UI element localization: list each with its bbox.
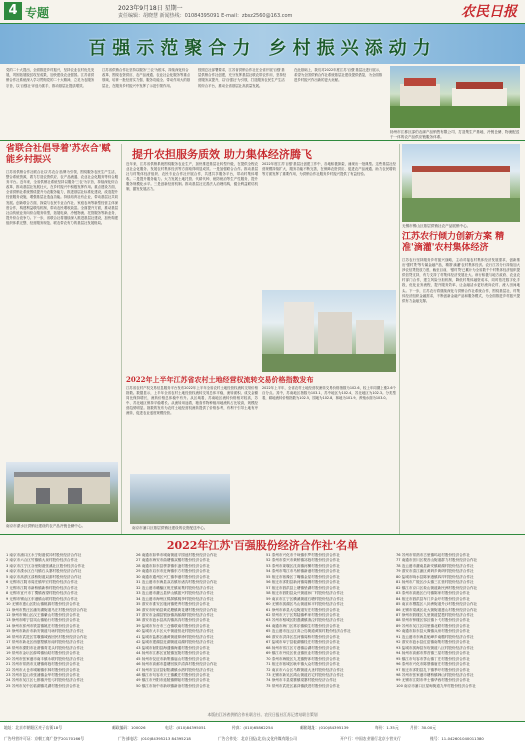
footer-ad-license: 广告经营许可证：京朝工商广登字20170166号: [4, 736, 85, 741]
list-item: 42 盐城市建湖县近湖街道双湖村股份经济合作社: [136, 640, 214, 645]
list-item: 1 南京市浦口区永宁街道侯冲村股份经济合作社: [6, 553, 82, 557]
list-item: 23 苏州市昆山市张浦镇金华村股份经济合作社: [6, 672, 80, 677]
list-item: 91 连云港市东海县驼峰乡南榴村股份经济合作社: [396, 634, 474, 639]
list-item: 12 徐州市铜山区汉王镇紫山村股份经济合作社: [6, 612, 80, 617]
list-item: 87 徐州市鼓楼区九里街道琵琶村股份经济合作社: [396, 612, 474, 617]
list-item: 71 宿迁市宿城区耿车镇大众村股份经济合作社: [266, 662, 340, 667]
list-item: 2 南京市六合区竹镇镇大泉村股份经济合作社: [6, 558, 78, 563]
list-item: 3 南京市江宁区谷里街道张溪社区股份经济合作社: [6, 563, 85, 568]
footer-ad-agency: 广告合作处：北京日报(北京)文化传媒有限公司: [218, 736, 297, 741]
right-photo-illustration: [402, 144, 520, 222]
list-item: 6 无锡市江阴市周庄镇华宏村股份经济合作社: [6, 580, 78, 585]
list-item: 44 扬州市江都区宜陵镇宜陵村股份经济合作社: [136, 651, 210, 656]
list-item: 28 南通市如东县栟茶镇东凌村股份经济合作社: [136, 563, 210, 568]
list-title: 2022年江苏'百强股份经济合作社'名单: [166, 539, 359, 552]
list-item: 80 盐城市响水县陈家港镇四岸村股份经济合作社: [396, 574, 474, 579]
date-line: 2023年9月18日 星期一: [118, 5, 183, 12]
footer-mail: 邮箱地址：(010)84395139: [300, 725, 349, 730]
list-item: 15 徐州市新沂市新安街道马场村股份经济合作社: [6, 629, 84, 634]
list-item: 68 扬州市邗江区方巷镇沿湖村股份经济合作社: [266, 645, 340, 650]
list-footer-note: 本版由江苏省供销合作社联合社、农民日报社江苏记者站联合策划: [207, 712, 318, 717]
list-item: 57 宿迁市泗洪县上塘镇垫湖村股份经济合作社: [266, 585, 340, 590]
footer-bank: 开户行：中国农业银行北京小营支行: [340, 736, 401, 741]
footer-postcode: 邮政编码：100026: [112, 725, 146, 730]
list-item: 89 苏州市吴江区同里镇北联村股份经济合作社: [396, 623, 470, 628]
list-item: 9 无锡市锡山区东港镇山联村股份经济合作社: [6, 596, 78, 601]
list-item: 61 徐州市沛县大屯街道安庄村股份经济合作社: [266, 607, 340, 612]
list-item: 60 无锡市滨湖区马山街道和平村股份经济合作社: [266, 602, 344, 607]
footer-price: 每份：1.35元: [375, 725, 399, 730]
list-item: 37 淮安市金湖县银涂镇高邮湖村股份经济合作社: [136, 612, 214, 617]
list-column-3: [266, 553, 394, 689]
column-divider: [121, 144, 122, 534]
list-item: 70 泰州市海陵区九龙镇野沐村股份经济合作社: [266, 656, 340, 661]
list-item: 59 南京市江宁区横溪街道石塘村股份经济合作社: [266, 596, 344, 601]
list-item: 36 淮安市盱眙县黄花塘镇黄花塘村股份经济合作社: [136, 607, 218, 612]
list-item: 98 苏州市张家港市塘桥镇韩山村股份经济合作社: [396, 672, 474, 677]
list-item: 21 苏州市常熟市支塘镇蒋巷村股份经济合作社: [6, 662, 80, 667]
right-body: 江苏农行坚持服务乡村振兴战略，主动对接农村集体经济发展需求，创新推出'强村贷'等专属金融产品，精准'滴灌'农村集体经济。农行江苏分行持续加大涉农信贷投放力度，截至目前，'强村贷'已累计为全省数千个村集体经济组织提供信贷支持，有力支持了村集体经济发展壮大。该行积极与地方政府、农业农村部门合作，建立风险分担机制，降低村集体融资成本，同时依托数字化手段，优化业务流程，提升服务效率，让金融活水更好流向农村、流入田间地头。下一步，江苏农行将继续深化与供销合作社系统合作，围绕基层社、村集体经济组织金融需求，不断创新金融产品和服务模式，为全面推进乡村振兴提供有力金融支撑。: [402, 258, 520, 303]
lead-photo: [390, 66, 520, 128]
lead-photo-illustration: [390, 66, 520, 128]
left-headline: 省联合社倡导着'苏农合'赋能乡村振兴: [6, 144, 111, 165]
list-item: 65 连云港市连云区高公岛街道黄窝村股份经济合作社: [266, 629, 351, 634]
list-item: 45 扬州市仪征市新集镇庙山村股份经济合作社: [136, 656, 210, 661]
left-photo: [6, 462, 118, 522]
list-item: 35 淮安市淮安区施河镇楚秀村股份经济合作社: [136, 602, 210, 607]
list-item: 17 常州市新北区西夏墅镇东南村股份经济合作社: [6, 640, 84, 645]
lead-column-2: 江苏省供销合作社坚持以服务'三农'为根本，持续深化综合改革，围绕农资供应、农产品流通、农业社会化服务等重点领域，培育一批经营实力强、服务功能全、带动作用大的基层社，在服务乡村振兴中发挥了示范引领作用。: [102, 68, 191, 88]
column-divider: [399, 144, 400, 534]
list-item: 24 苏州市吴江区七都镇开弦弓村股份经济合作社: [6, 678, 84, 683]
list-item: 78 连云港市灌南县新安镇硕湖村股份经济合作社: [396, 563, 474, 568]
list-column-4: [396, 553, 524, 689]
list-item: 48 镇江市句容市天王镇戴庄村股份经济合作社: [136, 672, 210, 677]
left-photo-caption: 南京市溧水区供销社建设的农产品冷链仓储中心。: [6, 524, 86, 528]
list-item: 90 南通市如东县大豫镇兵房村股份经济合作社: [396, 629, 470, 634]
list-item: 84 宿迁市泗洪县车门乡金圩村股份经济合作社: [396, 596, 470, 601]
right-photo: [402, 144, 520, 222]
list-item: 88 常州市钟楼区邹区镇卜弋村股份经济合作社: [396, 618, 470, 623]
middle-body-1: 近年来，江苏省供销系统围绕服务农业生产，加快推进基层社转型升级，在提供全程农业社会化服务、发展农村集体经济等方面取得明显成效。一是加强联合合作。推动基层社与村集体经济组织、农民专业合作社开展合作，共建共享服务平台，带动村集体增收。二是提升服务能力。大力发展土地托管、代耕代种、统防统治等生产性服务，提升服务规模化水平。三是创新经营机制。推动基层社完善法人治理结构，健全利益联结机制，激发发展活力。: [126, 162, 258, 192]
lead-column-4: 在此基础上，我们对2022年度江苏'百强'基层社进行展示，希望为全国供销合作社系统基层社建设提供借鉴，为全面推进乡村振兴作出新的更大贡献。: [294, 68, 383, 83]
left-body: 江苏省供销合作社联合社以'苏农合'品牌为引领，围绕服务农民生产生活，整合系统资源，着力打造农资供应、农产品流通、农业社会化服务等综合服务平台。近年来，全省供销社系统坚持以服务'三农'为宗旨，持续深化综合改革，推动基层社发展壮大，在乡村振兴中积极发挥作用。重点建设方面，全省供销社系统围绕提升为农服务能力，推进基层社标准化建设，改造提升经营服务设施，增强基层社造血功能。持续培育社有企业，带动基层社共同发展。创新联合方面，探索与农民专业合作社、家庭农场等新型经营主体深度合作，构建利益联结机制，带动农民增收致富。全面提升方面，推动基层社由传统业务向综合服务转型，拓展电商、冷链物流、托管服务等新业务，提升综合竞争力。下一步，省联合社将继续深入推进基层社建设，加快构建组织体系完整、经营服务规范、联农带农有力的基层社发展格局。: [6, 170, 118, 225]
list-item: 67 盐城市阜宁县板湖镇桂庄村股份经济合作社: [266, 640, 340, 645]
footer-address: 地址：北京市朝阳区麦子店街18号: [4, 725, 62, 730]
list-item: 47 扬州市宝应县射阳湖镇水泗村股份经济合作社: [136, 667, 214, 672]
list-item: 72 南京市六合区马鞍街道大圣村股份经济合作社: [266, 667, 344, 672]
list-item: 29 南通市启东市近海镇东方村股份经济合作社: [136, 569, 210, 574]
list-item: 93 盐城市滨海县东坎街道八巨村股份经济合作社: [396, 645, 474, 650]
list-item: 54 泰州市靖江市马桥镇新港村股份经济合作社: [266, 569, 340, 574]
list-item: 46 扬州市高邮市菱塘回族乡清真村股份经济合作社: [136, 662, 218, 667]
list-column-2: [136, 553, 264, 689]
list-item: 33 连云港市灌云县伊山镇振兴村股份经济合作社: [136, 591, 214, 596]
lead-column-1: 党的二十大提出，全面推进乡村振兴，坚持农业农村优先发展，巩固拓展脱贫攻坚成果，加快建设农业强国。江苏省供销合作社系统深入学习贯彻党的二十大精神，立足为农服务宗旨，以'百强社'评选为抓手，推动基层社提质增效。: [6, 68, 95, 88]
footer-phone: 电话：(010)84395051: [165, 725, 206, 730]
list-item: 31 连云港市东海县双店镇东诸沟村股份经济合作社: [136, 580, 218, 585]
list-item: 41 盐城市盐都区潘黄街道仰徐村股份经济合作社: [136, 634, 214, 639]
list-item: 10 无锡市惠山区阳山镇桃源村股份经济合作社: [6, 602, 80, 607]
list-item: 50 镇江市扬中市新坝镇新治村股份经济合作社: [136, 683, 210, 688]
footer-ad-phone: 广告部电话：(010)84395213 84395218: [118, 736, 191, 741]
list-item: 13 徐州市睢宁县岚山镇船行村股份经济合作社: [6, 618, 80, 623]
middle-headline: 提升农担服务质效 助力集体经济腾飞: [132, 148, 312, 161]
list-item: 74 徐州市丰县梁寨镇梁寨村股份经济合作社: [266, 678, 337, 683]
list-item: 73 无锡市新吴区鸿山街道后宅村股份经济合作社: [266, 672, 344, 677]
middle-body-4: 2022年上半年，全省农村土地经营权流转交易价格指数为102.6，较上年同期上涨2.6个百分点。其中，苏南地区指数为103.1，苏中地区为102.4，苏北地区为102.3。分类型看，耕地流转价格指数为102.5，园地为102.8，林地为101.9，养殖水面为103.0。: [262, 386, 396, 401]
divider-top: [0, 140, 525, 141]
list-item: 100 南京市浦口区星甸街道九华村股份经济合作社: [396, 683, 476, 688]
list-item: 30 南通市通州区兴仁镇李港村股份经济合作社: [136, 574, 210, 579]
list-item: 38 淮安市涟水县高沟镇高沟村股份经济合作社: [136, 618, 210, 623]
list-item: 25 苏州市吴中区临湖镇灵湖村股份经济合作社: [6, 683, 80, 688]
footer-account: 账号：11-042601040011380: [430, 736, 484, 741]
list-item: 51 泰州市兴化市千垛镇东罗村股份经济合作社: [266, 553, 340, 557]
list-item: 94 扬州市高邮市界首镇三星村股份经济合作社: [396, 651, 470, 656]
list-item: 83 泰州市高港区白马镇陈家村股份经济合作社: [396, 591, 470, 596]
list-item: 19 常州市金坛区薛埠镇仙姑村股份经济合作社: [6, 651, 80, 656]
page-number: 4: [4, 2, 22, 20]
middle-sub-headline: 2022年上半年江苏省农村土地经营权流转交易价格指数发布: [126, 375, 314, 384]
middle-body-3: 江苏省农村产权交易信息服务平台发布2022年上半年全省农村土地经营权流转交易价格指数。数据显示，上半年全省农村土地经营权流转交易总体平稳，流转面积、成交金额同比保持增长，流转价格总体稳中有升。从区域看，苏南地区流转价格相对较高，苏中、苏北地区保持平稳增长。从流转用途看，粮食作物种植用地流转占比较高，规模经营趋势明显。指数的发布为农村土地经营权流转提供了价格参考，有利于引导土地有序流转，促进农业适度规模经营。: [126, 386, 258, 416]
right-photo-caption: 无锡市锡山区基层供销社农产品展销中心。: [402, 224, 471, 228]
list-item: 64 南通市海门区常乐镇颐生村股份经济合作社: [266, 623, 340, 628]
page-header: [0, 0, 525, 24]
list-item: 77 南通市崇川区观音山街道群力村股份经济合作社: [396, 558, 478, 563]
list-item: 34 连云港市海州区锦屏镇桃李村股份经济合作社: [136, 596, 214, 601]
list-item: 22 苏州市太仓市城厢镇东林村股份经济合作社: [6, 667, 80, 672]
list-item: 96 泰州市兴化市陈堡镇唐庄村股份经济合作社: [396, 662, 470, 667]
lead-column-3: 按照总社部署要求，江苏省供销合作社在全省开展'百强'基层供销合作社创建，充分发挥基层社联农带农作用，坚持经营服务双提升，以'百强社'为引领，打造服务农民生产生活的综合平台，推动全省基层社高质量发展。: [198, 68, 287, 88]
page-footer: [0, 721, 525, 749]
list-item: 52 泰州市泰兴市黄桥镇祁巷村股份经济合作社: [266, 558, 340, 563]
list-item: 63 苏州市相城区阳澄湖镇消泾村股份经济合作社: [266, 618, 344, 623]
list-item: 32 连云港市赣榆区班庄镇前集村股份经济合作社: [136, 585, 214, 590]
list-item: 4 南京市溧水区白马镇石头寨村股份经济合作社: [6, 569, 82, 574]
list-item: 26 南通市如皋市城南街道平园池村股份经济合作社: [136, 553, 218, 557]
list-item: 56 宿迁市沭阳县新河镇周圈村股份经济合作社: [266, 580, 340, 585]
list-item: 39 盐城市东台市三仓镇联南村股份经济合作社: [136, 623, 210, 628]
list-item: 75 常州市武进区嘉泽镇跃进村股份经济合作社: [266, 683, 340, 688]
list-item: 27 南通市海安市曲塘镇双楼村股份经济合作社: [136, 558, 210, 563]
list-item: 81 扬州市广陵区沙头镇三江营村股份经济合作社: [396, 580, 474, 585]
list-item: 82 镇江市京口区象山街道新民洲村股份经济合作社: [396, 585, 478, 590]
list-column-1: [6, 553, 134, 689]
list-item: 97 宿迁市沭阳县扎下镇季圩村股份经济合作社: [396, 667, 470, 672]
footer-fax: 传真：(010)65862254: [232, 725, 273, 730]
list-item: 99 无锡市江阴市华士镇华西村股份经济合作社: [396, 678, 470, 683]
middle-photo-illustration: [262, 290, 396, 372]
list-item: 11 徐州市贾汪区潘安湖街道马庄村股份经济合作社: [6, 607, 88, 612]
lead-photo-caption: 扬州市江都区邵伯农副产品销售有限公司，打造集生产基地、冷链仓储、物流配送于一体的农产品供应链服务体系。: [390, 130, 520, 139]
list-item: 53 泰州市姜堰区沈高镇河横村股份经济合作社: [266, 563, 340, 568]
editor-line: 责任编辑：胡晓慧 新闻热线：01084395091 E-mail：zbsz2560@163.com: [118, 13, 293, 19]
list-item: 69 镇江市丹徒区世业镇世业村股份经济合作社: [266, 651, 340, 656]
list-item: 86 无锡市梁溪区北大街街道惠山村股份经济合作社: [396, 607, 478, 612]
list-item: 92 淮安市涟水县红窑镇南集村股份经济合作社: [396, 640, 470, 645]
list-item: 62 常州市天宁区郑陆镇牟家村股份经济合作社: [266, 612, 340, 617]
list-item: 66 淮安市洪泽区岔河镇周桥村股份经济合作社: [266, 634, 340, 639]
section-name: 专题: [25, 6, 50, 20]
list-item: 40 盐城市大丰区大中街道恒北村股份经济合作社: [136, 629, 214, 634]
list-item: 18 常州市溧阳市社渚镇青龙头村股份经济合作社: [6, 645, 84, 650]
middle-photo: [262, 290, 396, 372]
list-item: 8 无锡市宜兴市丁蜀镇西望村股份经济合作社: [6, 591, 78, 596]
list-item: 7 无锡市江阴市新桥镇新桥村股份经济合作社: [6, 585, 78, 590]
middle-body-2: 2022年度江苏'百强'基层社创建工作中，各地积极探索，涌现出一批典型。这些基层社经营规模持续扩大，服务功能不断完善，在保障农资供应、促进农产品流通、助力农民增收等方面发挥了重要作用，为供销合作社服务乡村振兴提供了有益经验。: [262, 162, 396, 177]
right-headline: 江苏农行倾力创新方案 精准'滴灌'农村集体经济: [402, 232, 505, 253]
footer-monthly: 月价：30.00元: [410, 725, 437, 730]
list-item: 58 宿迁市泗阳县众兴街道孙厂村股份经济合作社: [266, 591, 344, 596]
middle-photo-caption: 南京市浦口区基层供销社建设的农资配送中心。: [132, 526, 208, 530]
list-item: 5 南京市高淳区漆桥街道双游村股份经济合作社: [6, 574, 82, 579]
middle-small-photo: [130, 474, 230, 524]
list-item: 85 南京市栖霞区八卦洲街道外沙村股份经济合作社: [396, 602, 478, 607]
list-item: 49 镇江市丹阳市延陵镇柳茹村股份经济合作社: [136, 678, 210, 683]
divider-list: [0, 534, 525, 535]
list-item: 16 常州市武进区雪堰镇城西回民村股份经济合作社: [6, 634, 88, 639]
banner: [0, 24, 525, 64]
list-item: 76 苏州市常熟市古里镇坞坵村股份经济合作社: [396, 553, 470, 557]
banner-title: 百强示范聚合力 乡村振兴添动力: [88, 38, 437, 59]
list-item: 55 宿迁市宿豫区丁嘴镇金星村股份经济合作社: [266, 574, 340, 579]
list-item: 43 盐城市射阳县海通镇海通村股份经济合作社: [136, 645, 210, 650]
list-item: 14 徐州市邳州市铁富镇姚庄村股份经济合作社: [6, 623, 80, 628]
left-photo-illustration: [6, 462, 118, 522]
list-item: 79 淮安市清江浦区黄码乡黄码村股份经济合作社: [396, 569, 474, 574]
list-item: 95 镇江市句容市茅山镇丁庄村股份经济合作社: [396, 656, 470, 661]
list-item: 20 苏州市张家港市南丰镇永联村股份经济合作社: [6, 656, 84, 661]
newspaper-logo: 农民日报: [461, 4, 517, 20]
